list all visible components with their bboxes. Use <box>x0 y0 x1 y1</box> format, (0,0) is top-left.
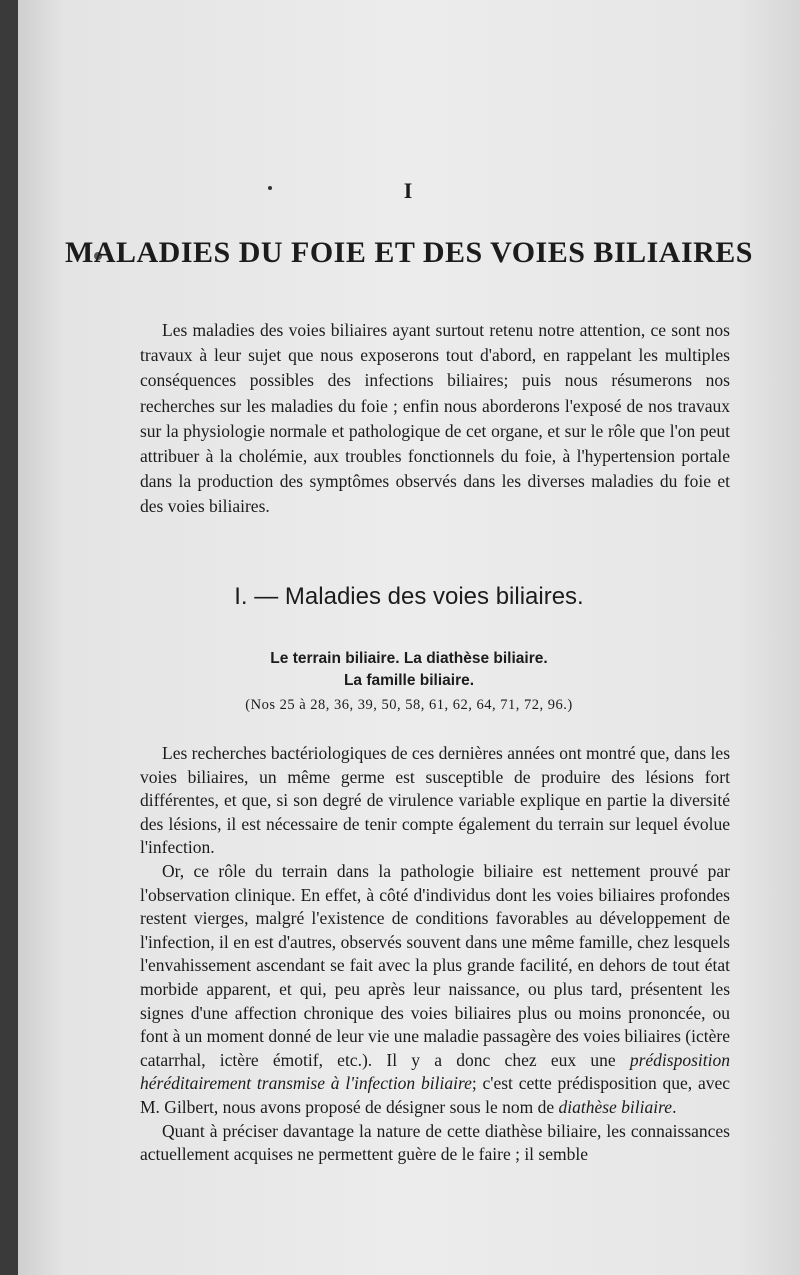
italic-text: prédisposition héréditairement transmise à l'infection biliaire <box>140 1049 730 1094</box>
chapter-title: MALADIES DU FOIE ET DES VOIES BILIAIRES <box>65 236 753 269</box>
paragraph-text: Or, ce rôle du terrain dans la pathologie biliaire est nettement prouvé par l'observation clinique. En effet, à côté d'individus dont les voies biliaires profondes restent vierges, malgré l'existence de conditions favorables au développement de l'infection, il en est d'autres, observés souvent dans une même famille, chez lesquels l'envahissement ascendant se fait avec la plus grande facilité, en dehors de tout état morbide apparent, et qui, peu après leur naissance, ou plus tard, présentent les signes d'une affection chronique des voies biliaires plus ou moins prononcée, ou font à un moment donné de leur vie une maladie passagère des voies biliaires (ictère catarrhal, ictère émotif, etc.). Il y a donc chez eux une <box>140 860 730 1070</box>
paragraph <box>140 860 730 1120</box>
subtitle-line: La famille biliaire. <box>343 672 475 689</box>
italic-text: diathèse biliaire <box>558 1096 673 1117</box>
paragraph-text: ; c'est cette prédisposition que, avec M. Gilbert, nous avons proposé de désigner sous le nom de <box>140 1073 731 1117</box>
body-text <box>140 742 730 1167</box>
paragraph-text: . <box>672 1096 677 1117</box>
paragraph: Les recherches bactériologiques de ces dernières années ont montré que, dans les voies biliaires, un même germe est susceptible de produire des lésions fort différentes, et que, si son degré de virulence variable explique en partie la diversité des lésions, il est nécessaire de tenir compte également du terrain sur lequel évolue l'infection. <box>140 743 730 858</box>
paragraph: Quant à préciser davantage la nature de cette diathèse biliaire, les connaissances actuellement acquises ne permettent guère de le faire ; il semble <box>140 1120 730 1165</box>
section-title: I. — Maladies des voies biliaires. <box>234 583 584 610</box>
intro-paragraph: Les maladies des voies biliaires ayant surtout retenu notre attention, ce sont nos travaux à leur sujet que nous exposerons tout d'abord, en rappelant les multiples conséquences possibles des infections biliaires; puis nous résumerons nos recherches sur les maladies du foie ; enfin nous aborderons l'exposé de nos travaux sur la physiologie normale et pathologique de cet organe, et sur le rôle que l'on peut attribuer à la cholémie, aux troubles fonctionnels du foie, à l'hypertension portale dans la production des symptômes observés dans les diverses maladies du foie et des voies biliaires. <box>140 320 730 517</box>
book-page <box>18 0 800 1275</box>
subsection-title <box>18 648 800 692</box>
subtitle-line: Le terrain biliaire. La diathèse biliaire. <box>270 650 548 667</box>
chapter-number: I <box>403 178 415 203</box>
reference-numbers: (Nos 25 à 28, 36, 39, 50, 58, 61, 62, 64, 71, 72, 96.) <box>245 697 573 713</box>
